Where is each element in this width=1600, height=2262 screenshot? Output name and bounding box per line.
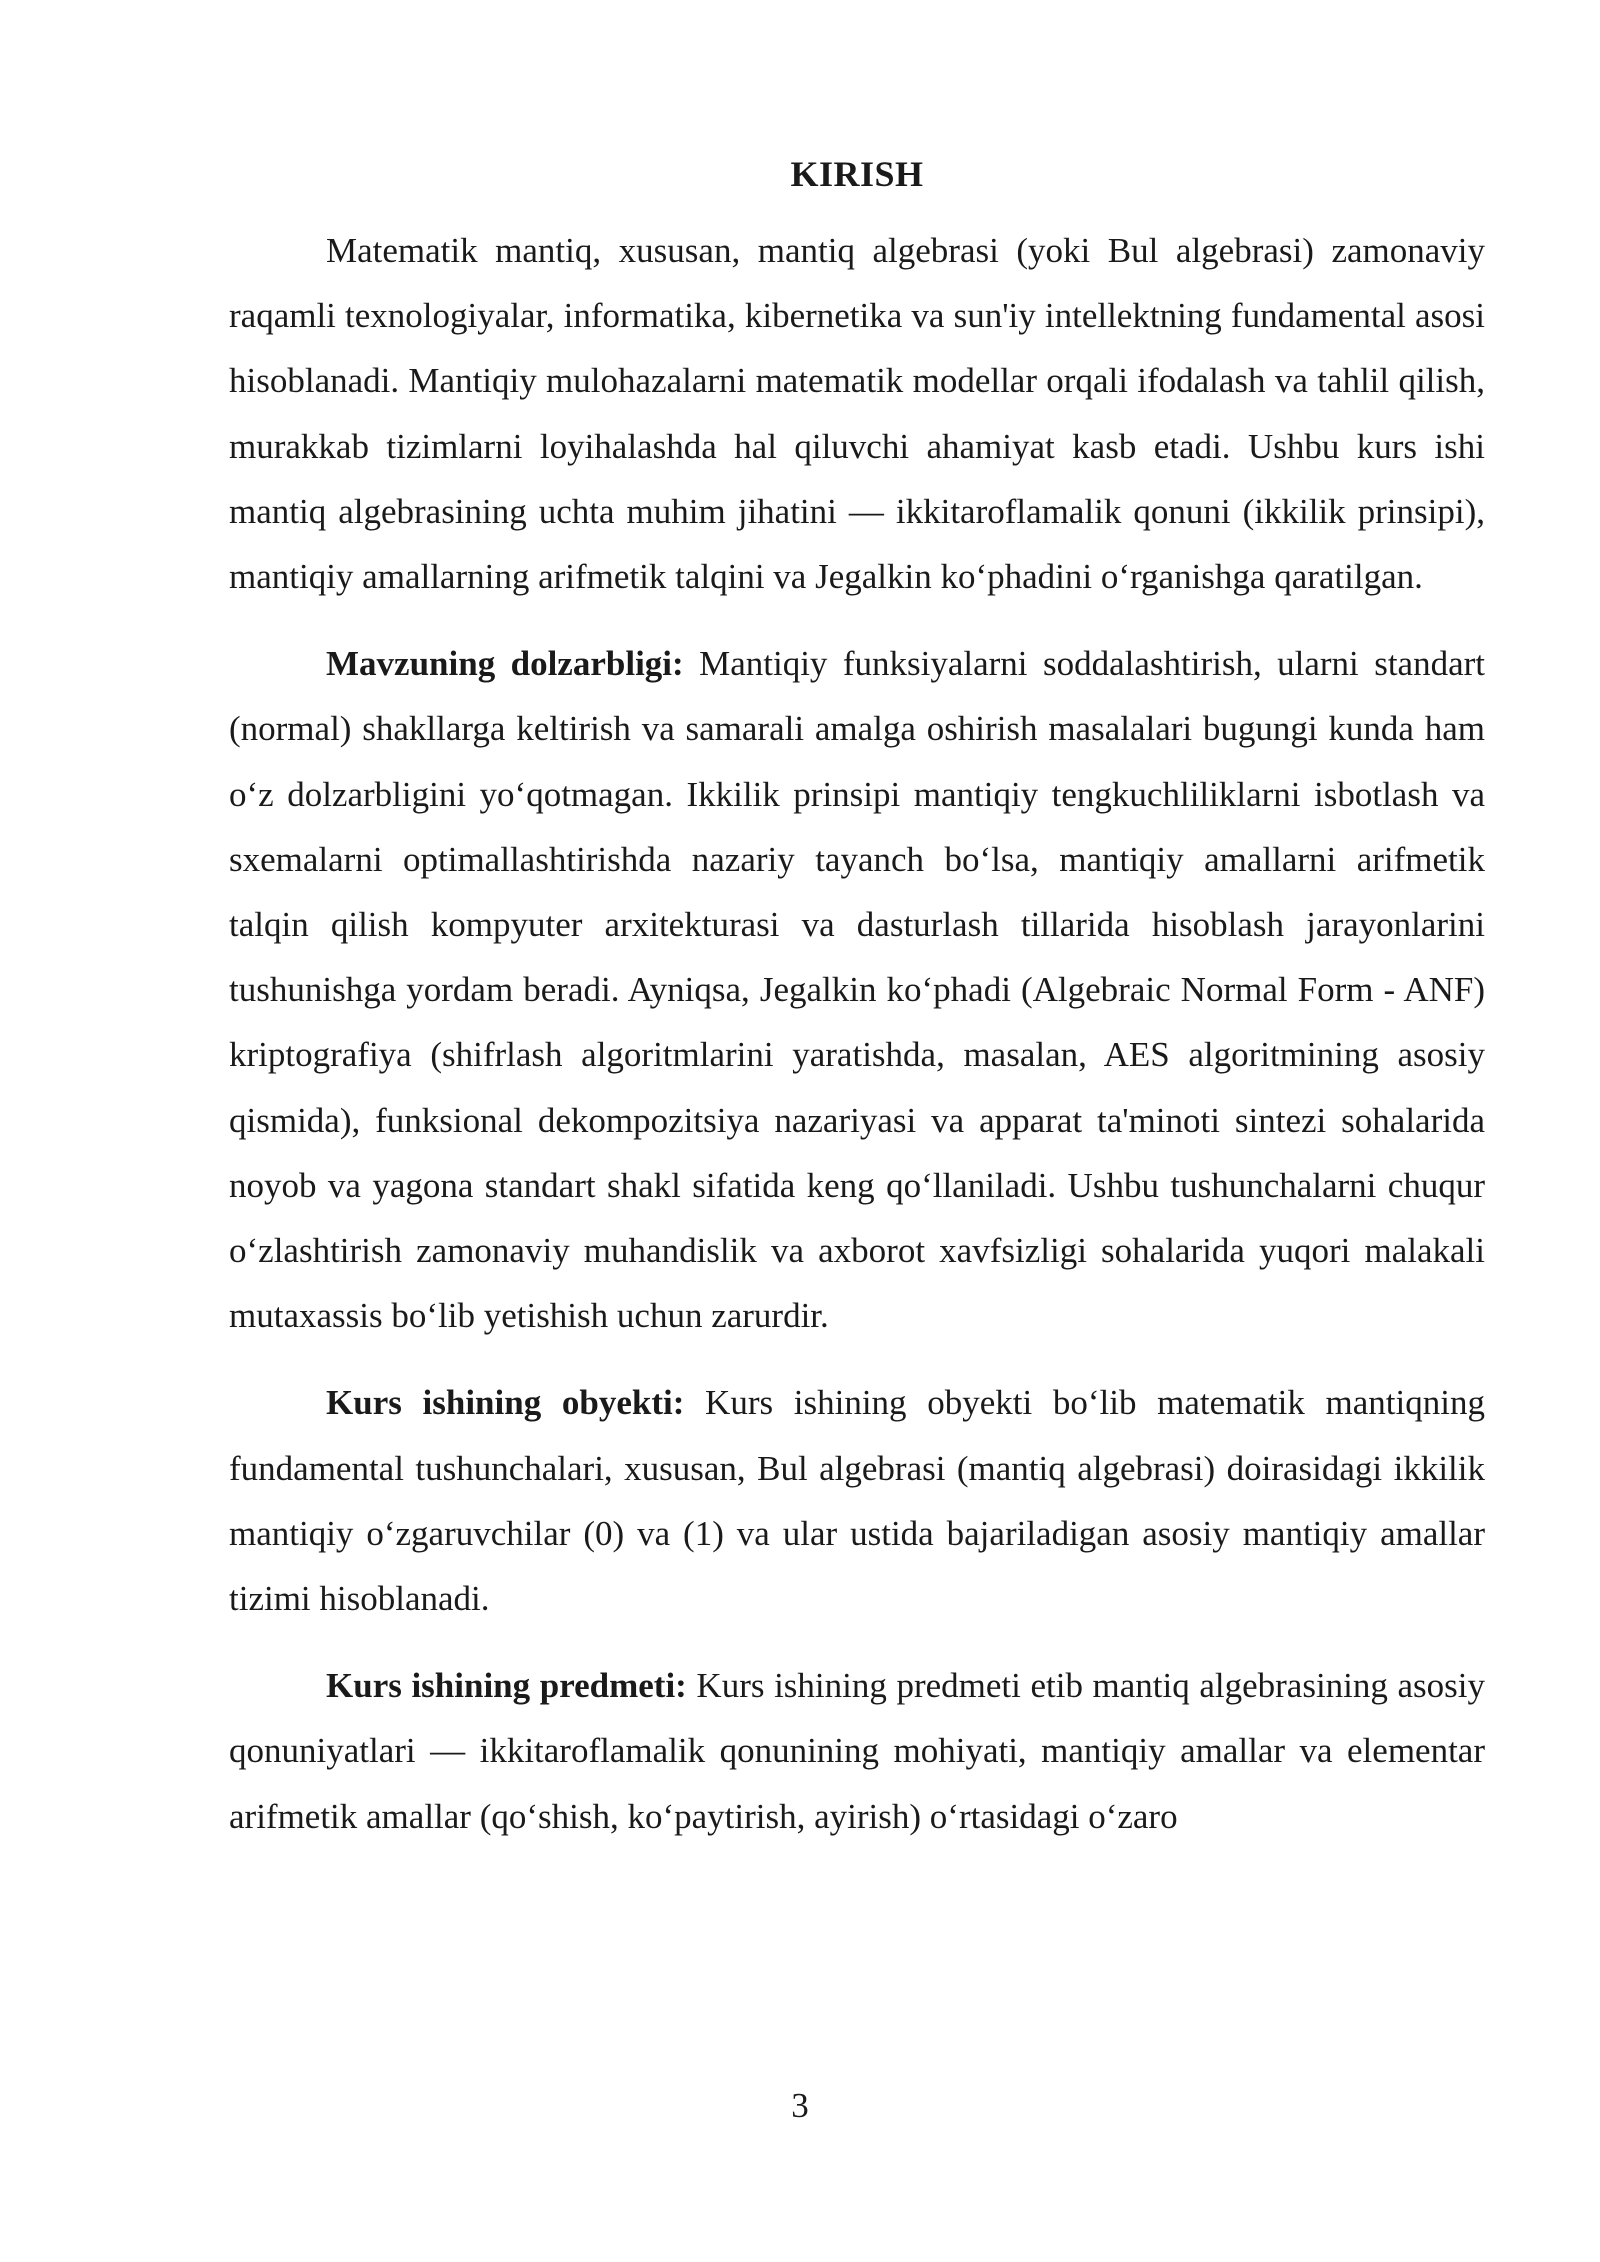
paragraph-object [229, 1370, 1485, 1631]
paragraph-text: Kurs ishining obyekti bo‘lib matematik mantiqning fundamental tushunchalari, xususan, Bul algebrasi (mantiq algebrasi) doirasidagi ikkilik mantiqiy o‘zgaruvchilar (0) va (1) va ular ustida bajariladigan asosiy mantiqiy amallar tizimi hisoblanadi. [229, 1383, 1485, 1619]
paragraph-intro [229, 218, 1485, 609]
paragraph-subject [229, 1653, 1485, 1849]
paragraph-text: Mantiqiy funksiyalarni soddalashtirish, ularni standart (normal) shakllarga keltirish va samarali amalga oshirish masalalari bugungi kunda ham o‘z dolzarbligini yo‘qotmagan. Ikkilik prinsipi mantiqiy tengkuchliliklarni isbotlash va sxemalarni optimallashtirishda nazariy tayanch bo‘lsa, mantiqiy amallarni arifmetik talqin qilish kompyuter arxitekturasi va dasturlash tillarida hisoblash jarayonlarini tushunishga yordam beradi. Ayniqsa, Jegalkin ko‘phadi (Algebraic Normal Form - ANF) kriptografiya (shifrlash algoritmlarini yaratishda, masalan, AES algoritmining asosiy qismida), funksional dekompozitsiya nazariyasi va apparat ta'minoti sintezi sohalarida noyob va yagona standart shakl sifatida keng qo‘llaniladi. Ushbu tushunchalarni chuqur o‘zlashtirish zamonaviy muhandislik va axborot xavfsizligi sohalarida yuqori malakali mutaxassis bo‘lib yetishish uchun zarurdir. [229, 644, 1485, 1336]
page-content [229, 150, 1485, 1871]
paragraph-heading: Mavzuning dolzarbligi: [326, 644, 684, 684]
paragraph-heading: Kurs ishining obyekti: [326, 1383, 685, 1423]
paragraph-text: Matematik mantiq, xususan, mantiq algebrasi (yoki Bul algebrasi) zamonaviy raqamli texnologiyalar, informatika, kibernetika va sun'iy intellektning fundamental asosi hisoblanadi. Mantiqiy mulohazalarni matematik modellar orqali ifodalash va tahlil qilish, murakkab tizimlarni loyihalashda hal qiluvchi ahamiyat kasb etadi. Ushbu kurs ishi mantiq algebrasining uchta muhim jihatini — ikkitaroflamalik qonuni (ikkilik prinsipi), mantiqiy amallarning arifmetik talqini va Jegalkin ko‘phadini o‘rganishga qaratilgan. [229, 231, 1485, 597]
paragraph-relevance [229, 631, 1485, 1348]
page-number: 3 [791, 2086, 809, 2125]
section-title: KIRISH [790, 154, 924, 194]
paragraph-text: Kurs ishining predmeti etib mantiq algebrasining asosiy qonuniyatlari — ikkitaroflamalik qonunining mohiyati, mantiqiy amallar va elementar arifmetik amallar (qo‘shish, ko‘paytirish, ayirish) o‘rtasidagi o‘zaro [229, 1666, 1485, 1836]
paragraph-heading: Kurs ishining predmeti: [326, 1666, 687, 1706]
